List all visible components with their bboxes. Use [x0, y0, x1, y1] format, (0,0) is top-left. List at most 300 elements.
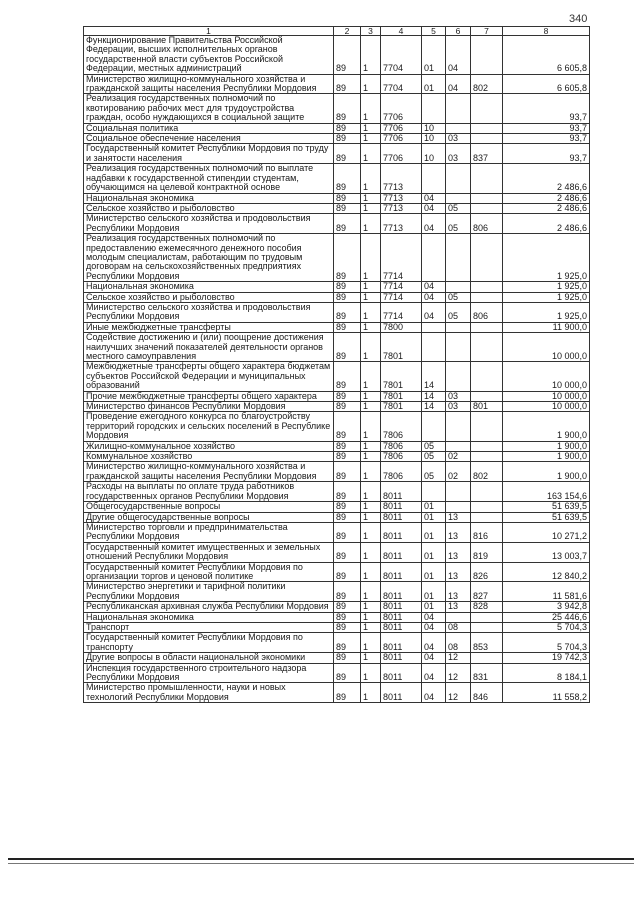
row-code-cell: 89	[334, 542, 361, 562]
row-code-cell: 7706	[381, 94, 422, 123]
row-code-cell: 1	[361, 612, 381, 622]
row-code-cell: 1	[361, 203, 381, 213]
row-name-cell: Иные межбюджетные трансферты	[84, 322, 334, 332]
row-code-cell: 8011	[381, 622, 422, 632]
row-name-cell: Социальная политика	[84, 123, 334, 133]
table-row	[84, 412, 590, 441]
row-code-cell: 03	[446, 144, 471, 164]
row-sum-cell: 1 925,0	[503, 292, 590, 302]
row-code-cell: 1	[361, 562, 381, 582]
row-code-cell: 05	[422, 462, 446, 482]
row-code-cell: 89	[334, 164, 361, 193]
row-code-cell: 89	[334, 402, 361, 412]
row-code-cell: 89	[334, 134, 361, 144]
table-row	[84, 333, 590, 362]
row-code-cell: 04	[422, 653, 446, 663]
row-sum-cell: 6 605,8	[503, 74, 590, 94]
row-code-cell: 01	[422, 582, 446, 602]
row-code-cell: 89	[334, 203, 361, 213]
row-sum-cell: 93,7	[503, 144, 590, 164]
row-code-cell: 1	[361, 622, 381, 632]
row-code-cell: 8011	[381, 562, 422, 582]
row-sum-cell: 1 925,0	[503, 282, 590, 292]
row-code-cell: 1	[361, 123, 381, 133]
row-sum-cell: 2 486,6	[503, 193, 590, 203]
row-code-cell: 89	[334, 234, 361, 282]
row-code-cell	[446, 482, 471, 502]
row-code-cell	[471, 234, 503, 282]
row-code-cell: 04	[422, 214, 446, 234]
row-code-cell: 13	[446, 542, 471, 562]
row-name-cell: Сельское хозяйство и рыболовство	[84, 292, 334, 302]
row-code-cell: 04	[422, 683, 446, 703]
row-code-cell	[471, 362, 503, 391]
row-code-cell: 1	[361, 193, 381, 203]
footer-divider-thin	[8, 863, 634, 864]
row-code-cell: 89	[334, 582, 361, 602]
row-code-cell: 1	[361, 164, 381, 193]
row-code-cell: 05	[422, 441, 446, 451]
row-code-cell: 7800	[381, 322, 422, 332]
row-code-cell: 1	[361, 74, 381, 94]
row-name-cell: Государственный комитет Республики Мордовия по транспорту	[84, 633, 334, 653]
row-code-cell: 13	[446, 522, 471, 542]
footer-divider	[8, 858, 634, 860]
row-sum-cell: 6 605,8	[503, 36, 590, 75]
row-sum-cell: 51 639,5	[503, 512, 590, 522]
row-code-cell	[446, 362, 471, 391]
row-code-cell: 7806	[381, 441, 422, 451]
row-code-cell: 89	[334, 302, 361, 322]
row-code-cell	[446, 502, 471, 512]
row-code-cell: 01	[422, 562, 446, 582]
row-name-cell: Сельское хозяйство и рыболовство	[84, 203, 334, 213]
row-name-cell: Другие общегосударственные вопросы	[84, 512, 334, 522]
header-cell: 6	[446, 27, 471, 36]
row-code-cell: 1	[361, 522, 381, 542]
row-sum-cell: 93,7	[503, 134, 590, 144]
row-code-cell: 04	[422, 292, 446, 302]
table-row	[84, 522, 590, 542]
header-cell: 5	[422, 27, 446, 36]
row-code-cell: 828	[471, 602, 503, 612]
row-code-cell	[471, 36, 503, 75]
row-code-cell: 8011	[381, 653, 422, 663]
row-code-cell: 89	[334, 123, 361, 133]
row-code-cell: 826	[471, 562, 503, 582]
row-sum-cell: 11 900,0	[503, 322, 590, 332]
row-code-cell: 89	[334, 612, 361, 622]
table-row	[84, 462, 590, 482]
row-code-cell: 806	[471, 302, 503, 322]
row-name-cell: Реализация государственных полномочий по предоставлению ежемесячного денежного пособия молодым специалистам, работающим по трудовым договорам на сельскохозяйственных предприятиях Республики Мордовия	[84, 234, 334, 282]
row-sum-cell: 10 000,0	[503, 362, 590, 391]
row-name-cell: Инспекция государственного строительного надзора Республики Мордовия	[84, 663, 334, 683]
header-cell: 2	[334, 27, 361, 36]
table-header-row	[84, 27, 590, 36]
row-code-cell: 827	[471, 582, 503, 602]
row-code-cell	[446, 123, 471, 133]
row-code-cell: 89	[334, 663, 361, 683]
row-name-cell: Министерство торговли и предпринимательства Республики Мордовия	[84, 522, 334, 542]
row-code-cell	[471, 512, 503, 522]
row-code-cell: 1	[361, 94, 381, 123]
row-name-cell: Содействие достижению и (или) поощрение достижения наилучших значений показателей деятельности органов местного самоуправления	[84, 333, 334, 362]
row-code-cell: 7713	[381, 203, 422, 213]
row-code-cell: 89	[334, 512, 361, 522]
row-code-cell: 89	[334, 633, 361, 653]
row-code-cell: 89	[334, 193, 361, 203]
row-code-cell: 89	[334, 333, 361, 362]
row-name-cell: Национальная экономика	[84, 282, 334, 292]
table-row	[84, 123, 590, 133]
table-row	[84, 602, 590, 612]
row-code-cell: 1	[361, 412, 381, 441]
row-code-cell: 02	[446, 452, 471, 462]
row-sum-cell: 13 003,7	[503, 542, 590, 562]
row-code-cell: 8011	[381, 683, 422, 703]
row-name-cell: Межбюджетные трансферты общего характера бюджетам субъектов Российской Федерации и муниципальных образований	[84, 362, 334, 391]
row-code-cell: 04	[422, 282, 446, 292]
row-code-cell	[422, 94, 446, 123]
row-code-cell: 03	[446, 402, 471, 412]
row-code-cell: 1	[361, 282, 381, 292]
row-code-cell: 7713	[381, 193, 422, 203]
row-code-cell	[471, 203, 503, 213]
row-code-cell: 7704	[381, 74, 422, 94]
row-code-cell: 1	[361, 391, 381, 401]
row-code-cell: 802	[471, 462, 503, 482]
row-name-cell: Социальное обеспечение населения	[84, 134, 334, 144]
row-code-cell: 1	[361, 362, 381, 391]
table-row	[84, 512, 590, 522]
row-code-cell: 1	[361, 663, 381, 683]
row-code-cell: 1	[361, 542, 381, 562]
table-row	[84, 633, 590, 653]
row-sum-cell: 1 900,0	[503, 452, 590, 462]
table-row	[84, 441, 590, 451]
row-code-cell: 7713	[381, 214, 422, 234]
row-code-cell: 8011	[381, 512, 422, 522]
row-code-cell: 04	[422, 193, 446, 203]
row-sum-cell: 25 446,6	[503, 612, 590, 622]
table-row	[84, 562, 590, 582]
table-row	[84, 164, 590, 193]
row-code-cell: 04	[422, 633, 446, 653]
header-cell: 1	[84, 27, 334, 36]
row-code-cell: 7714	[381, 282, 422, 292]
row-code-cell	[446, 412, 471, 441]
row-name-cell: Расходы на выплаты по оплате труда работников государственных органов Республики Мордовия	[84, 482, 334, 502]
row-sum-cell: 10 000,0	[503, 333, 590, 362]
row-sum-cell: 10 271,2	[503, 522, 590, 542]
row-code-cell: 8011	[381, 542, 422, 562]
row-code-cell	[446, 234, 471, 282]
row-code-cell: 01	[422, 74, 446, 94]
row-code-cell	[471, 134, 503, 144]
table-row	[84, 36, 590, 75]
row-code-cell: 03	[446, 134, 471, 144]
row-code-cell: 03	[446, 391, 471, 401]
row-name-cell: Национальная экономика	[84, 612, 334, 622]
row-code-cell	[446, 322, 471, 332]
row-code-cell: 89	[334, 462, 361, 482]
row-code-cell	[446, 282, 471, 292]
row-sum-cell: 1 900,0	[503, 462, 590, 482]
row-name-cell: Коммунальное хозяйство	[84, 452, 334, 462]
row-code-cell: 12	[446, 663, 471, 683]
row-code-cell: 89	[334, 412, 361, 441]
row-code-cell: 7706	[381, 144, 422, 164]
row-code-cell: 02	[446, 462, 471, 482]
row-sum-cell: 1 900,0	[503, 441, 590, 451]
row-code-cell: 05	[446, 302, 471, 322]
row-code-cell: 01	[422, 512, 446, 522]
row-code-cell: 89	[334, 602, 361, 612]
row-code-cell: 05	[446, 203, 471, 213]
row-code-cell: 89	[334, 441, 361, 451]
row-code-cell: 89	[334, 36, 361, 75]
row-code-cell: 837	[471, 144, 503, 164]
header-cell: 4	[381, 27, 422, 36]
row-sum-cell: 1 925,0	[503, 234, 590, 282]
table-row	[84, 362, 590, 391]
row-code-cell: 801	[471, 402, 503, 412]
row-name-cell: Функционирование Правительства Российской Федерации, высших исполнительных органов государственной власти субъектов Российской Федерации, местных администраций	[84, 36, 334, 75]
row-code-cell: 05	[446, 214, 471, 234]
row-code-cell: 89	[334, 144, 361, 164]
row-code-cell: 04	[422, 612, 446, 622]
row-code-cell: 89	[334, 322, 361, 332]
row-code-cell	[471, 164, 503, 193]
row-code-cell	[471, 653, 503, 663]
row-sum-cell: 163 154,6	[503, 482, 590, 502]
row-code-cell	[471, 482, 503, 502]
row-code-cell	[471, 612, 503, 622]
row-code-cell: 89	[334, 502, 361, 512]
row-code-cell	[471, 391, 503, 401]
table-row	[84, 402, 590, 412]
row-code-cell: 1	[361, 462, 381, 482]
row-sum-cell: 93,7	[503, 123, 590, 133]
row-code-cell	[471, 502, 503, 512]
row-code-cell: 10	[422, 144, 446, 164]
table-row	[84, 74, 590, 94]
row-code-cell: 01	[422, 602, 446, 612]
row-code-cell: 7801	[381, 362, 422, 391]
row-sum-cell: 10 000,0	[503, 391, 590, 401]
row-name-cell: Реализация государственных полномочий по квотированию рабочих мест для трудоустройства граждан, особо нуждающихся в социальной защите	[84, 94, 334, 123]
row-code-cell: 8011	[381, 582, 422, 602]
row-code-cell	[422, 482, 446, 502]
row-name-cell: Другие вопросы в области национальной экономики	[84, 653, 334, 663]
row-code-cell: 8011	[381, 502, 422, 512]
row-code-cell: 10	[422, 134, 446, 144]
row-code-cell	[446, 612, 471, 622]
row-code-cell: 1	[361, 602, 381, 612]
row-code-cell: 1	[361, 333, 381, 362]
row-code-cell	[422, 234, 446, 282]
row-code-cell: 7806	[381, 452, 422, 462]
budget-table	[83, 26, 590, 703]
row-code-cell: 846	[471, 683, 503, 703]
row-code-cell: 89	[334, 452, 361, 462]
row-code-cell: 1	[361, 441, 381, 451]
table-row	[84, 134, 590, 144]
row-code-cell: 04	[446, 36, 471, 75]
row-code-cell: 01	[422, 542, 446, 562]
row-code-cell: 802	[471, 74, 503, 94]
row-code-cell	[422, 322, 446, 332]
row-sum-cell: 12 840,2	[503, 562, 590, 582]
row-sum-cell: 11 581,6	[503, 582, 590, 602]
row-code-cell: 13	[446, 562, 471, 582]
row-code-cell: 853	[471, 633, 503, 653]
row-code-cell: 8011	[381, 633, 422, 653]
table-row	[84, 683, 590, 703]
row-code-cell	[471, 292, 503, 302]
row-code-cell: 89	[334, 391, 361, 401]
row-sum-cell: 93,7	[503, 94, 590, 123]
row-code-cell: 08	[446, 622, 471, 632]
header-cell: 7	[471, 27, 503, 36]
row-code-cell: 7714	[381, 292, 422, 302]
row-code-cell: 13	[446, 602, 471, 612]
row-code-cell: 8011	[381, 522, 422, 542]
table-row	[84, 94, 590, 123]
row-code-cell: 89	[334, 74, 361, 94]
row-code-cell: 7713	[381, 164, 422, 193]
row-code-cell: 8011	[381, 663, 422, 683]
row-code-cell: 1	[361, 452, 381, 462]
row-code-cell	[471, 333, 503, 362]
row-code-cell	[471, 94, 503, 123]
table-row	[84, 612, 590, 622]
row-code-cell: 04	[446, 74, 471, 94]
row-sum-cell: 19 742,3	[503, 653, 590, 663]
row-name-cell: Республиканская архивная служба Республики Мордовия	[84, 602, 334, 612]
row-code-cell: 13	[446, 512, 471, 522]
table-row	[84, 653, 590, 663]
row-code-cell	[446, 441, 471, 451]
row-code-cell	[471, 412, 503, 441]
row-sum-cell: 3 942,8	[503, 602, 590, 612]
row-code-cell: 1	[361, 633, 381, 653]
row-name-cell: Общегосударственные вопросы	[84, 502, 334, 512]
row-code-cell: 04	[422, 203, 446, 213]
row-code-cell: 1	[361, 214, 381, 234]
table-row	[84, 322, 590, 332]
row-code-cell: 819	[471, 542, 503, 562]
row-code-cell: 1	[361, 683, 381, 703]
row-name-cell: Транспорт	[84, 622, 334, 632]
table-row	[84, 282, 590, 292]
row-sum-cell: 8 184,1	[503, 663, 590, 683]
row-code-cell	[471, 452, 503, 462]
row-name-cell: Министерство финансов Республики Мордовия	[84, 402, 334, 412]
table-row	[84, 542, 590, 562]
row-code-cell: 89	[334, 522, 361, 542]
row-code-cell: 04	[422, 663, 446, 683]
table-row	[84, 622, 590, 632]
row-code-cell: 12	[446, 653, 471, 663]
row-code-cell: 8011	[381, 612, 422, 622]
row-name-cell: Министерство сельского хозяйства и продовольствия Республики Мордовия	[84, 214, 334, 234]
row-name-cell: Реализация государственных полномочий по выплате надбавки к государственной стипендии студентам, обучающимся на целевой контрактной основе	[84, 164, 334, 193]
table-row	[84, 391, 590, 401]
table-row	[84, 663, 590, 683]
row-code-cell: 7801	[381, 333, 422, 362]
row-code-cell: 1	[361, 292, 381, 302]
row-sum-cell: 5 704,3	[503, 622, 590, 632]
row-code-cell: 1	[361, 653, 381, 663]
row-code-cell: 7706	[381, 134, 422, 144]
row-code-cell: 05	[446, 292, 471, 302]
row-code-cell	[446, 94, 471, 123]
row-name-cell: Проведение ежегодного конкурса по благоустройству территорий городских и сельских поселений в Республике Мордовия	[84, 412, 334, 441]
row-code-cell: 14	[422, 362, 446, 391]
row-code-cell: 89	[334, 214, 361, 234]
row-code-cell: 01	[422, 502, 446, 512]
row-sum-cell: 1 900,0	[503, 412, 590, 441]
row-code-cell: 89	[334, 292, 361, 302]
table-row	[84, 302, 590, 322]
row-name-cell: Министерство сельского хозяйства и продовольствия Республики Мордовия	[84, 302, 334, 322]
row-code-cell: 1	[361, 322, 381, 332]
row-code-cell	[422, 333, 446, 362]
row-name-cell: Министерство энергетики и тарифной политики Республики Мордовия	[84, 582, 334, 602]
row-code-cell: 89	[334, 94, 361, 123]
row-name-cell: Прочие межбюджетные трансферты общего характера	[84, 391, 334, 401]
row-name-cell: Министерство жилищно-коммунального хозяйства и гражданской защиты населения Республики Мордовия	[84, 74, 334, 94]
row-code-cell: 01	[422, 522, 446, 542]
table-row	[84, 203, 590, 213]
row-code-cell: 7806	[381, 462, 422, 482]
table-row	[84, 144, 590, 164]
header-cell: 3	[361, 27, 381, 36]
row-code-cell	[446, 193, 471, 203]
row-code-cell	[471, 282, 503, 292]
row-sum-cell: 10 000,0	[503, 402, 590, 412]
table-row	[84, 452, 590, 462]
row-code-cell: 7704	[381, 36, 422, 75]
row-code-cell: 7801	[381, 391, 422, 401]
table-row	[84, 482, 590, 502]
row-sum-cell: 2 486,6	[503, 203, 590, 213]
row-code-cell: 816	[471, 522, 503, 542]
row-name-cell: Национальная экономика	[84, 193, 334, 203]
row-code-cell	[422, 164, 446, 193]
row-sum-cell: 5 704,3	[503, 633, 590, 653]
table-row	[84, 234, 590, 282]
row-sum-cell: 51 639,5	[503, 502, 590, 512]
row-code-cell	[422, 412, 446, 441]
table-row	[84, 502, 590, 512]
row-code-cell: 8011	[381, 602, 422, 612]
row-code-cell: 04	[422, 302, 446, 322]
row-sum-cell: 2 486,6	[503, 214, 590, 234]
header-cell: 8	[503, 27, 590, 36]
row-code-cell: 89	[334, 482, 361, 502]
row-code-cell: 1	[361, 502, 381, 512]
row-code-cell: 04	[422, 622, 446, 632]
row-code-cell: 14	[422, 391, 446, 401]
row-code-cell: 13	[446, 582, 471, 602]
row-code-cell: 89	[334, 683, 361, 703]
row-sum-cell: 11 558,2	[503, 683, 590, 703]
page-number: 340	[569, 13, 588, 25]
table-row	[84, 193, 590, 203]
